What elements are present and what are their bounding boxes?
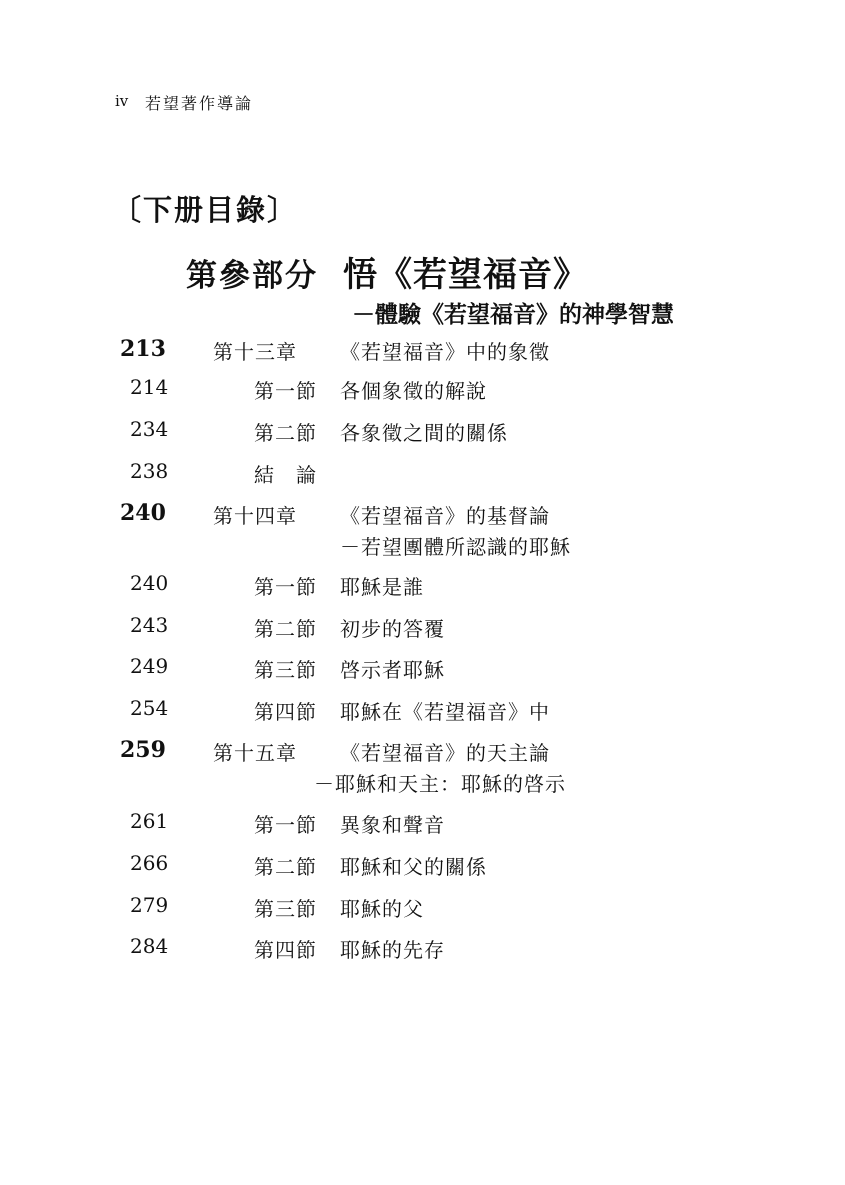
chapter-title: 《若望福音》的基督論 — [340, 504, 550, 528]
section-label: 第四節 — [254, 938, 317, 962]
section-page: 254 — [130, 696, 169, 720]
section-title: 耶穌的先存 — [340, 938, 445, 962]
chapter-page: 259 — [120, 737, 166, 763]
chapter-title: 《若望福音》中的象徵 — [340, 340, 550, 364]
chapter-subtitle: －若望團體所認識的耶穌 — [340, 535, 571, 559]
section-page: 249 — [130, 654, 169, 678]
chapter-page: 213 — [120, 336, 166, 362]
section-label: 第三節 — [254, 897, 317, 921]
section-title: 耶穌和父的關係 — [340, 855, 487, 879]
section-title: 耶穌是誰 — [340, 575, 424, 599]
section-page: 261 — [130, 809, 169, 833]
section-page: 240 — [130, 571, 169, 595]
part-label: 第參部分 — [186, 258, 318, 294]
section-label: 結 論 — [254, 463, 317, 487]
section-label: 第一節 — [254, 379, 317, 403]
section-page: 214 — [130, 375, 169, 399]
section-page: 238 — [130, 459, 169, 483]
chapter-label: 第十四章 — [213, 504, 297, 528]
part-title: 悟《若望福音》 — [343, 255, 588, 295]
chapter-page: 240 — [120, 500, 166, 526]
section-label: 第二節 — [254, 617, 317, 641]
section-page: 243 — [130, 613, 169, 637]
section-title: 耶穌的父 — [340, 897, 424, 921]
section-title: 各個象徵的解說 — [340, 379, 487, 403]
chapter-label: 第十五章 — [213, 741, 297, 765]
section-page: 279 — [130, 893, 169, 917]
section-label: 第一節 — [254, 575, 317, 599]
chapter-subtitle: －耶穌和天主：耶穌的啓示 — [314, 772, 566, 796]
section-page: 266 — [130, 851, 169, 875]
section-title: 初步的答覆 — [340, 617, 445, 641]
section-title: 耶穌在《若望福音》中 — [340, 700, 550, 724]
chapter-title: 《若望福音》的天主論 — [340, 741, 550, 765]
section-title: 異象和聲音 — [340, 813, 445, 837]
section-label: 第二節 — [254, 421, 317, 445]
section-page: 284 — [130, 934, 169, 958]
page-number: iv — [115, 92, 129, 110]
section-label: 第一節 — [254, 813, 317, 837]
section-title: 啓示者耶穌 — [340, 658, 445, 682]
section-page: 234 — [130, 417, 169, 441]
running-title: 若望著作導論 — [145, 94, 254, 113]
toc-heading: 〔下册目錄〕 — [112, 193, 299, 227]
section-title: 各象徵之間的關係 — [340, 421, 508, 445]
section-label: 第三節 — [254, 658, 317, 682]
chapter-label: 第十三章 — [213, 340, 297, 364]
section-label: 第四節 — [254, 700, 317, 724]
part-subtitle: －體驗《若望福音》的神學智慧 — [352, 302, 674, 328]
section-label: 第二節 — [254, 855, 317, 879]
